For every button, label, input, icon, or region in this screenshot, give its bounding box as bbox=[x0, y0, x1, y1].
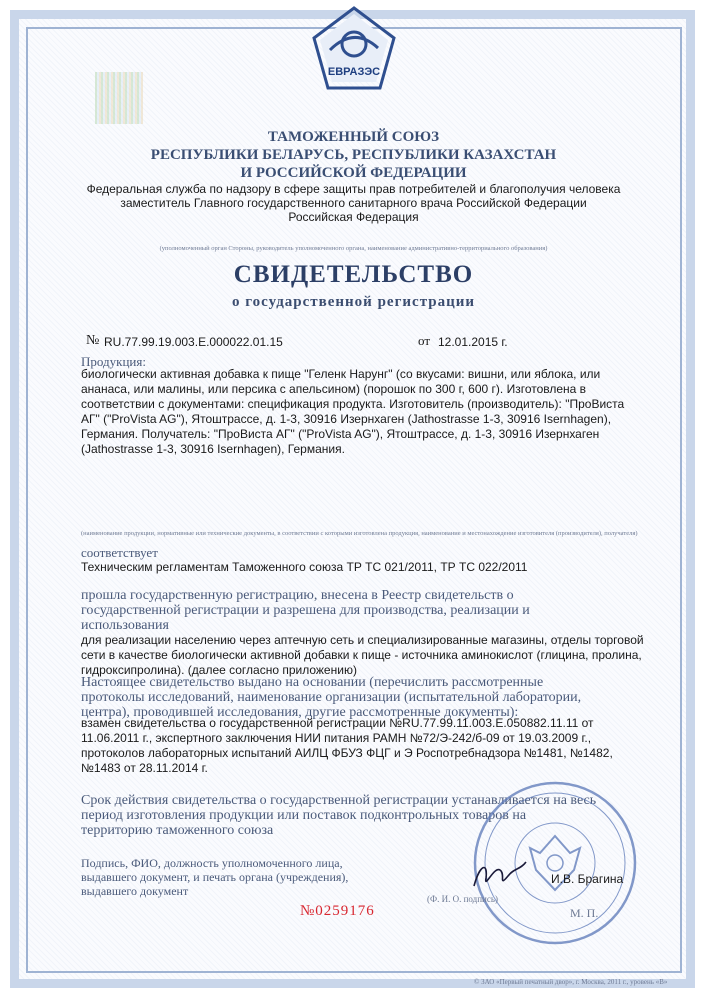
union-line-1: ТАМОЖЕННЫЙ СОЮЗ bbox=[267, 129, 440, 145]
basis-doc-2: 11.06.2011 г., экспертного заключения НИИ питания РАМН №72/Э-242/б-09 от 19.03.2009 г., bbox=[81, 731, 592, 745]
registry-line-1: прошла государственную регистрацию, внесена в Реестр свидетельств о bbox=[81, 588, 514, 603]
registration-date: 12.01.2015 г. bbox=[438, 335, 508, 349]
authority-block bbox=[40, 182, 667, 224]
authority-line-3: Российская Федерация bbox=[288, 210, 419, 224]
document-title: СВИДЕТЕЛЬСТВО bbox=[233, 261, 474, 288]
registry-line-2: государственной регистрации и разрешена для производства, реализации и bbox=[81, 603, 530, 618]
svg-text:ЕВРАЗЭС: ЕВРАЗЭС bbox=[327, 66, 381, 78]
usage-line-1: для реализации населению через аптечную сеть и специализированные магазины, отделы торговой bbox=[81, 633, 644, 647]
product-line-3: соответствии с документами: спецификация продукта. Изготовитель (производитель): "ПроВиста bbox=[81, 397, 625, 411]
date-label: от bbox=[418, 333, 431, 348]
usage-text bbox=[81, 633, 681, 678]
product-line-5: Германия. Получатель: "ПроВиста АГ" ("ProVista AG"), Ятоштрассе, д. 1-3, 30916 Изернхаген bbox=[81, 427, 600, 441]
product-line-2: ананаса, или малины, или персика с апельсином) (порошок по 300 г, 600 г). Изготовлена в bbox=[81, 382, 587, 396]
basis-line-1: Настоящее свидетельство выдано на основании (перечислить рассмотренные bbox=[81, 675, 544, 690]
signatory-name: И.В. Брагина bbox=[551, 872, 624, 886]
signature-caption-line-2: выдавшего документ, и печать органа (учреждения), bbox=[81, 870, 349, 884]
basis-doc-3: протоколов лабораторных испытаний АИЛЦ ФБУЗ ФЦГ и Э Роспотребнадзора №1481, №1482, bbox=[81, 746, 613, 760]
hologram-sticker bbox=[95, 72, 143, 124]
handwritten-signature bbox=[470, 856, 530, 896]
compliance-text: Техническим регламентам Таможенного союза ТР ТС 021/2011, ТР ТС 022/2011 bbox=[81, 560, 528, 574]
authority-line-1: Федеральная служба по надзору в сфере защиты прав потребителей и благополучия человека bbox=[86, 182, 621, 196]
product-line-6: (Jathostrasse 1-3, 30916 Isernhagen), Германия. bbox=[81, 442, 345, 456]
document-subtitle: о государственной регистрации bbox=[231, 294, 476, 310]
evrazes-logo bbox=[304, 4, 404, 104]
signature-caption-line-1: Подпись, ФИО, должность уполномоченного лица, bbox=[81, 856, 343, 870]
signature-caption bbox=[81, 856, 348, 898]
printer-imprint: © ЗАО «Первый печатный двор», г. Москва, 2011 г., уровень «В» bbox=[474, 978, 668, 986]
signature-caption-line-3: выдавшего документ bbox=[81, 884, 189, 898]
authority-line-2: заместитель Главного государственного санитарного врача Российской Федерации bbox=[120, 196, 587, 210]
basis-documents bbox=[81, 716, 681, 776]
usage-line-3: гидроксипролина). (далее согласно приложению) bbox=[81, 663, 357, 677]
compliance-label: соответствует bbox=[81, 545, 158, 560]
fio-caption: (Ф. И. О. подпись) bbox=[427, 894, 498, 904]
union-heading bbox=[40, 128, 667, 182]
authority-caption: (уполномоченный орган Стороны, руководитель уполномоченного органа, наименование административно-территориального образования) bbox=[159, 245, 548, 252]
validity-line-1: Срок действия свидетельства о государственной регистрации устанавливается на весь bbox=[81, 793, 597, 808]
registration-number: RU.77.99.19.003.E.000022.01.15 bbox=[104, 335, 283, 349]
basis-line-2: протоколы исследований, наименование организации (испытательной лаборатории, bbox=[81, 690, 582, 705]
validity-line-3: территорию таможенного союза bbox=[81, 823, 274, 838]
union-line-2: РЕСПУБЛИКИ БЕЛАРУСЬ, РЕСПУБЛИКИ КАЗАХСТАН bbox=[150, 147, 557, 163]
basis-statement bbox=[81, 675, 681, 720]
basis-doc-1: взамен свидетельства о государственной регистрации №RU.77.99.11.003.E.050882.11.11 от bbox=[81, 716, 594, 730]
product-description bbox=[81, 367, 681, 457]
usage-line-2: сети в качестве биологически активной добавки к пище - источника аминокислот (глицина, пролина, bbox=[81, 648, 642, 662]
registry-line-3: использования bbox=[81, 618, 169, 633]
registry-statement bbox=[81, 588, 681, 633]
union-line-3: И РОССИЙСКОЙ ФЕДЕРАЦИИ bbox=[240, 165, 467, 181]
number-label: № bbox=[86, 333, 100, 348]
mp-label: М. П. bbox=[570, 906, 599, 920]
validity-line-2: период изготовления продукции или поставок подконтрольных товаров на bbox=[81, 808, 527, 823]
product-caption: (наименование продукции, нормативные или технические документы, в соответствии с которыми изготовлена продукция, наименование и местонахождение изготовителя (производителя), получателя) bbox=[81, 530, 638, 537]
basis-line-3: центра), проводившей исследования, другие рассмотренные документы): bbox=[81, 705, 519, 720]
product-line-4: АГ" ("ProVista AG"), Ятоштрассе, д. 1-3, 30916 Изернхаген (Jathostrasse 1-3, 30916 Isernhagen), bbox=[81, 412, 612, 426]
basis-doc-4: №1483 от 28.11.2014 г. bbox=[81, 761, 208, 775]
product-line-1: биологически активная добавка к пище "Геленк Нарунг" (со вкусами: вишни, или яблока, или bbox=[81, 367, 601, 381]
product-label: Продукция: bbox=[81, 354, 146, 369]
serial-number: №0259176 bbox=[300, 903, 375, 919]
